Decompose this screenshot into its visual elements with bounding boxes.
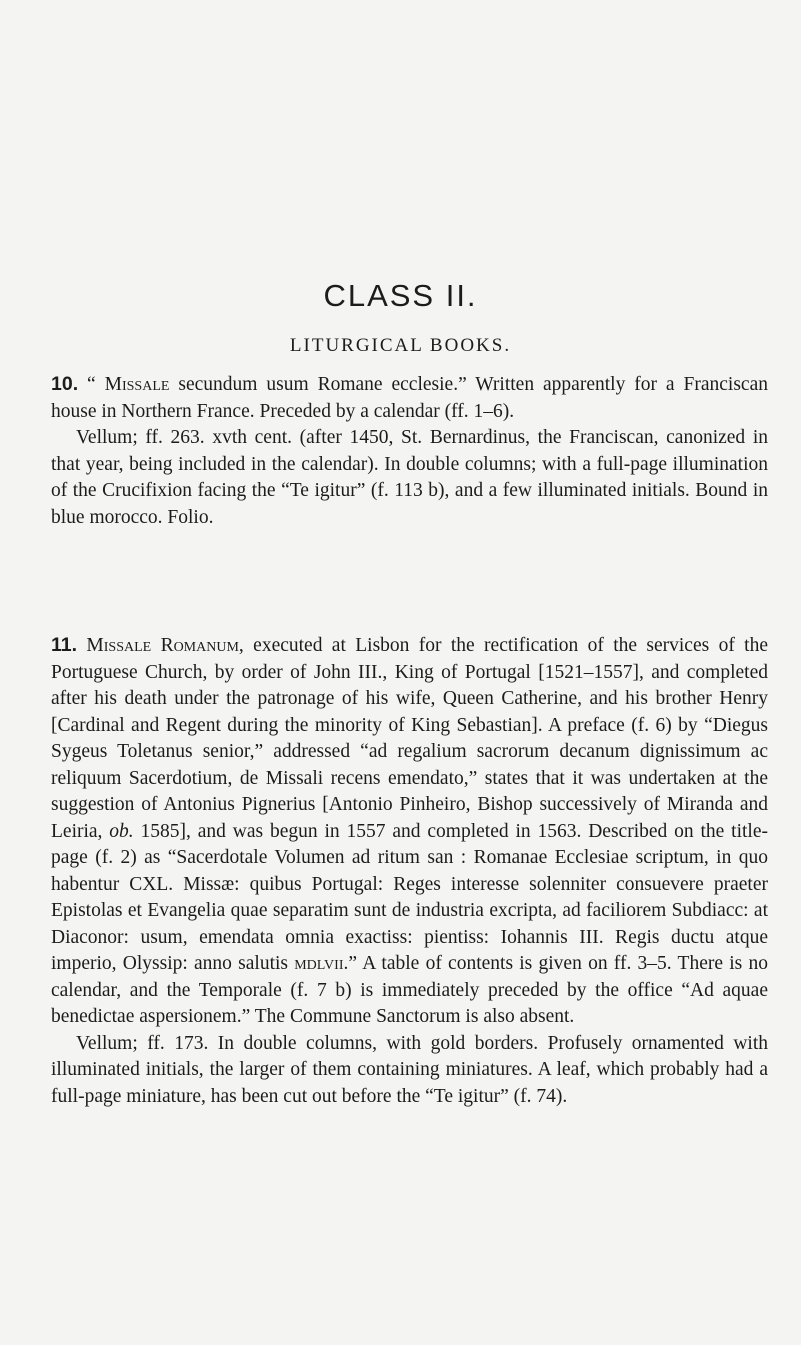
- entry-11-description: 11. Missale Romanum, executed at Lisbon for the rectification of the services of the Portuguese Church, by order of John III., King of Portugal [1521–1557], and completed after his death under the patronage of his wife, Queen Catherine, and his brother Henry [Cardinal and Regent during the minority of King Sebastian]. A preface (f. 6) by “Diegus Sygeus Toletanus senior,” addressed “ad regalium sacrorum decanum dignissimum ac reliquum Sacerdotium, de Missali recens emendato,” states that it was undertaken at the suggestion of Antonius Pignerius [Antonio Pinheiro, Bishop successively of Miranda and Leiria, ob. 1585], and was begun in 1557 and completed in 1563. Described on the title-page (f. 2) as “Sacerdotale Volumen ad ritum san : Romanae Ecclesiae scriptum, in quo habentur CXL. Missæ: quibus Portugal: Reges interesse solenniter consuevere praeter Epistolas et Evangelia quae separatim sunt de industria excripta, ad faciliorem Subdiacc: at Diaconor: usum, emendata omnia exactiss: pientiss: Iohannis III. Regis ductu atque imperio, Olyssip: anno salutis mdlvii.” A table of contents is given on ff. 3–5. There is no calendar, and the Temporale (f. 7 b) is immediately preceded by the office “Ad aquae benedictae aspersionem.” The Commune Sanctorum is also absent.: [51, 634, 769, 1027]
- entry-11: [51, 632, 768, 1110]
- section-subtitle: LITURGICAL BOOKS.: [289, 335, 512, 356]
- entry-10: [51, 371, 768, 531]
- entry-number: 11.: [51, 634, 78, 656]
- entry-10-physical: Vellum; ff. 263. xvth cent. (after 1450, St. Bernardinus, the Franciscan, canonized in that year, being included in the calendar). In double columns; with a full-page illumination of the Crucifixion facing the “Te igitur” (f. 113 b), and a few illuminated initials. Bound in blue morocco. Folio.: [51, 427, 768, 528]
- entry-title: Missale: [104, 374, 170, 395]
- entry-11-physical: Vellum; ff. 173. In double columns, with gold borders. Profusely ornamented with illuminated initials, the larger of them containing miniatures. A leaf, which probably had a full-page miniature, has been cut out before the “Te igitur” (f. 74).: [51, 1032, 768, 1107]
- entry-title: Missale Romanum: [86, 635, 239, 656]
- entry-number: 10.: [51, 373, 79, 395]
- class-title: CLASS II.: [323, 278, 478, 313]
- entry-10-description: 10. “ Missale secundum usum Romane ecclesie.” Written apparently for a Franciscan house in Northern France. Preceded by a calendar (ff. 1–6).: [51, 373, 768, 422]
